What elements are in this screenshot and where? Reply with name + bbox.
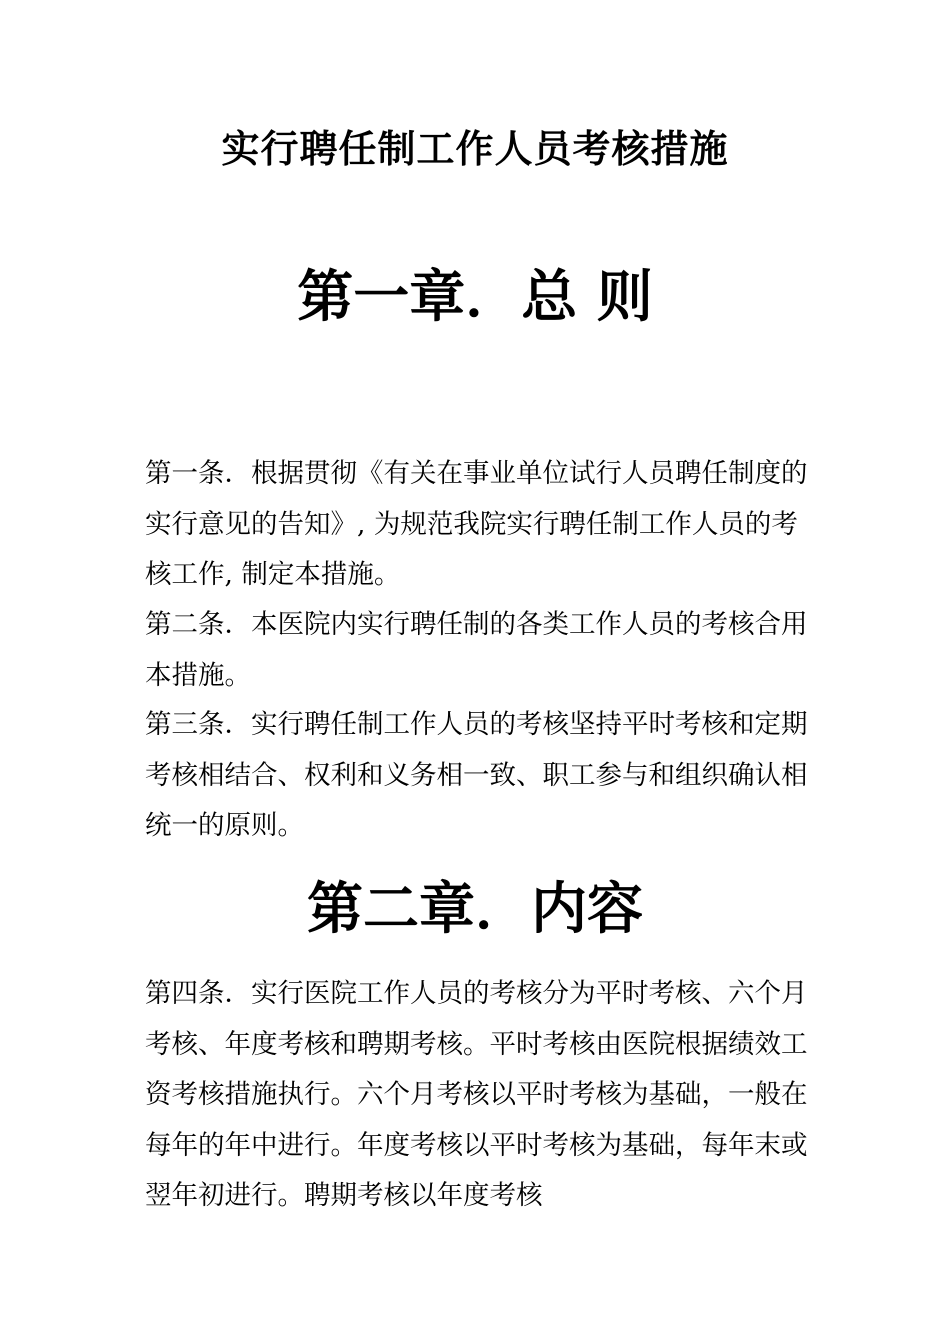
document-title: 实行聘任制工作人员考核措施	[221, 126, 729, 171]
article-3: 第三条．实行聘任制工作人员的考核坚持平时考核和定期考核相结合、权利和义务相一致、职工参与和组织确认相统一的原则。	[145, 709, 808, 841]
article-2: 第二条．本医院内实行聘任制的各类工作人员的考核合用本措施。	[145, 609, 808, 691]
chapter-heading-content: 第二章．内容	[307, 876, 643, 942]
article-1: 第一条．根据贯彻《有关在事业单位试行人员聘任制度的实行意见的告知》, 为规范我院实行聘任制工作人员的考核工作, 制定本措施。	[145, 458, 808, 590]
article-4: 第四条．实行医院工作人员的考核分为平时考核、六个月考核、年度考核和聘期考核。平时考核由医院根据绩效工资考核措施执行。六个月考核以平时考核为基础，一般在每年的年中进行。年度考核以平时考核为基础，每年末或翌年初进行。聘期考核以年度考核	[145, 978, 808, 1211]
chapter-heading-general: 第一章．总 则	[297, 264, 653, 330]
